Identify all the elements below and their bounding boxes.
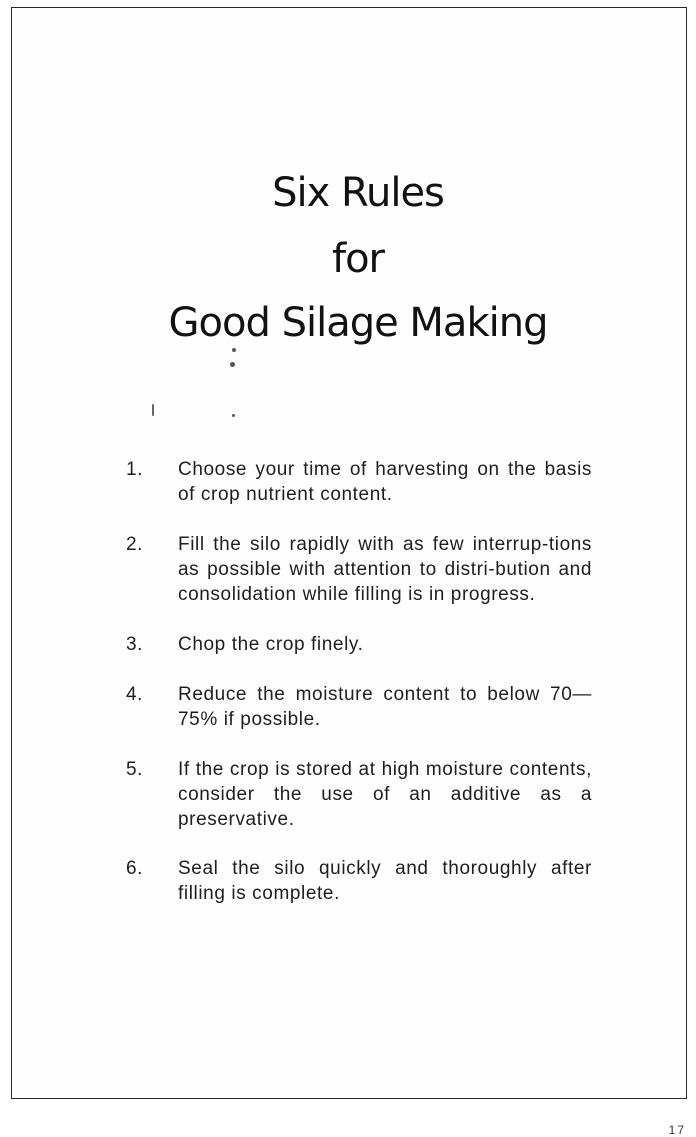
title-line-2: for bbox=[332, 236, 384, 282]
list-item bbox=[122, 682, 592, 732]
page-number: 17 bbox=[668, 1123, 686, 1137]
list-item bbox=[122, 757, 592, 832]
rule-text: Seal the silo quickly and thoroughly after filling is complete. bbox=[178, 858, 592, 904]
list-item bbox=[122, 532, 592, 607]
print-speck bbox=[152, 404, 154, 416]
rule-number: 3. bbox=[126, 634, 144, 655]
rule-number: 1. bbox=[126, 459, 144, 480]
list-item bbox=[122, 632, 592, 657]
rule-number: 6. bbox=[126, 858, 144, 879]
rule-text: Reduce the moisture content to below 70—75% if possible. bbox=[178, 684, 592, 730]
rule-text: If the crop is stored at high moisture contents, consider the use of an additive as a preservative. bbox=[178, 759, 592, 830]
print-speck bbox=[230, 362, 235, 367]
title-line-3: Good Silage Making bbox=[168, 300, 548, 346]
list-item bbox=[122, 856, 592, 906]
list-item bbox=[122, 457, 592, 507]
rule-text: Choose your time of harvesting on the basis of crop nutrient content. bbox=[178, 459, 592, 505]
rule-text: Chop the crop finely. bbox=[178, 634, 364, 655]
print-speck bbox=[232, 414, 235, 417]
rule-number: 5. bbox=[126, 759, 144, 780]
rule-text: Fill the silo rapidly with as few interrup-tions as possible with attention to distri-bution and consolidation while filling is in progress. bbox=[178, 534, 592, 605]
rule-number: 4. bbox=[126, 684, 144, 705]
title-line-1: Six Rules bbox=[272, 170, 444, 216]
rules-list bbox=[122, 457, 592, 906]
print-speck bbox=[232, 348, 236, 352]
rule-number: 2. bbox=[126, 534, 144, 555]
